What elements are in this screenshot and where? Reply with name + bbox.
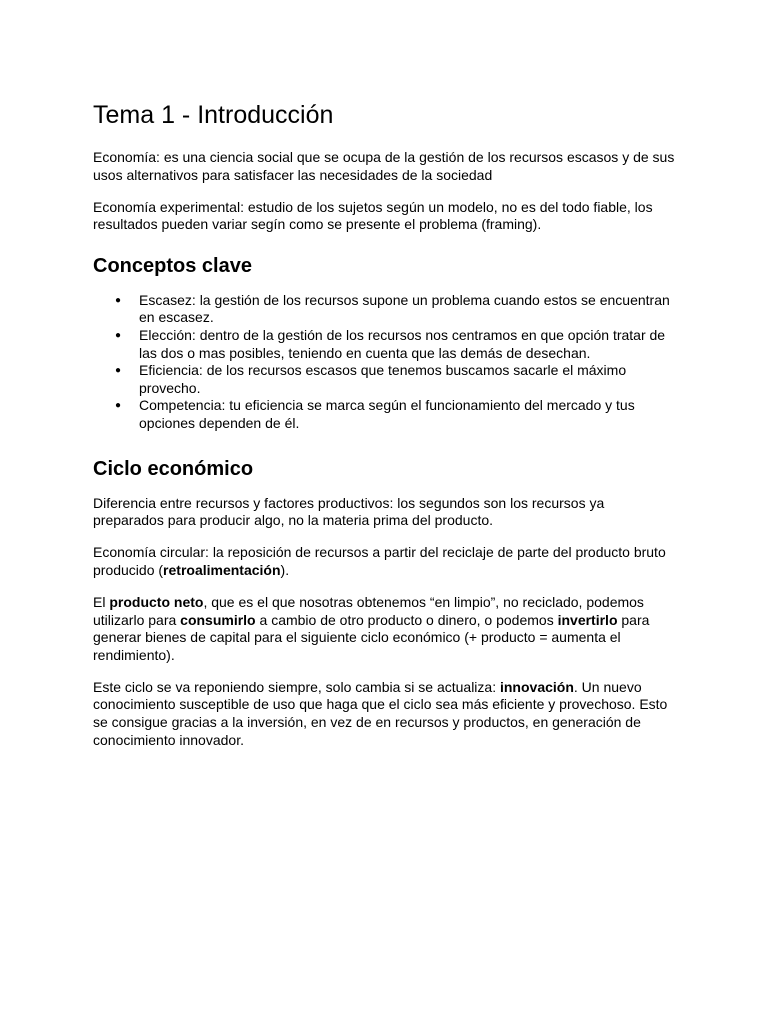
bullet-icon: ● — [115, 400, 122, 412]
list-item — [93, 362, 677, 397]
list-item-text: Competencia: tu eficiencia se marca según el funcionamiento del mercado y tus opciones dependen de él. — [139, 397, 635, 432]
bold-term: innovación — [499, 678, 574, 695]
list-item-text: Elección: dentro de la gestión de los recursos nos centramos en que opción tratar de las dos o mas posibles, teniendo en cuenta que las demás de desechan. — [139, 327, 666, 361]
text-run: . Un nuevo conocimiento susceptible de uso que haga que el ciclo sea más eficiente y provechoso. Esto se consigue gracias a la inversión, en vez de en recursos y productos, en generación de conocimiento innovador. — [93, 678, 668, 748]
text-run: , que es el que nosotras obtenemos “en limpio”, no reciclado, podemos utilizarlo para — [93, 594, 644, 628]
bold-term: invertirlo — [557, 611, 618, 628]
bold-term: producto neto — [109, 594, 204, 610]
list-item — [93, 327, 677, 362]
bullet-icon: ● — [115, 294, 122, 306]
bullet-icon: ● — [115, 330, 122, 342]
list-item — [93, 397, 677, 432]
paragraph-innovacion — [93, 679, 677, 749]
paragraph-diferencia: Diferencia entre recursos y factores productivos: los segundos son los recursos ya preparados para producir algo, no la materia prima del producto. — [93, 494, 605, 529]
text-run: para generar bienes de capital para el siguiente ciclo económico (+ producto = aumenta el rendimiento). — [93, 611, 650, 663]
paragraph-economia: Economía: es una ciencia social que se ocupa de la gestión de los recursos escasos y de sus usos alternativos para satisfacer las necesidades de la sociedad — [93, 149, 675, 183]
text-run: ). — [280, 561, 290, 578]
text-run: El — [93, 594, 110, 610]
text-run: a cambio de otro producto o dinero, o podemos — [255, 611, 558, 628]
list-item-text: Escasez: la gestión de los recursos supone un problema cuando estos se encuentran en escasez. — [139, 291, 670, 326]
heading-conceptos-clave: Conceptos clave — [93, 254, 252, 277]
bold-term: retroalimentación — [163, 561, 281, 578]
bullet-icon: ● — [115, 365, 122, 377]
paragraph-producto-neto — [93, 594, 677, 664]
conceptos-list — [93, 292, 677, 433]
list-item-text: Eficiencia: de los recursos escasos que tenemos buscamos sacarle el máximo provecho. — [139, 362, 627, 396]
paragraph-economia-circular — [93, 544, 677, 579]
document-page — [93, 98, 677, 764]
document-title: Tema 1 - Introducción — [93, 101, 334, 129]
heading-ciclo-economico: Ciclo económico — [93, 457, 254, 480]
text-run: Este ciclo se va reponiendo siempre, solo cambia si se actualiza: — [93, 678, 500, 695]
paragraph-economia-experimental: Economía experimental: estudio de los sujetos según un modelo, no es del todo fiable, los resultados pueden variar segín como se presente el problema (framing). — [93, 198, 653, 233]
list-item — [93, 292, 677, 327]
text-run: Economía circular: la reposición de recursos a partir del reciclaje de parte del producto bruto producido ( — [93, 544, 666, 578]
bold-term: consumirlo — [180, 611, 256, 628]
